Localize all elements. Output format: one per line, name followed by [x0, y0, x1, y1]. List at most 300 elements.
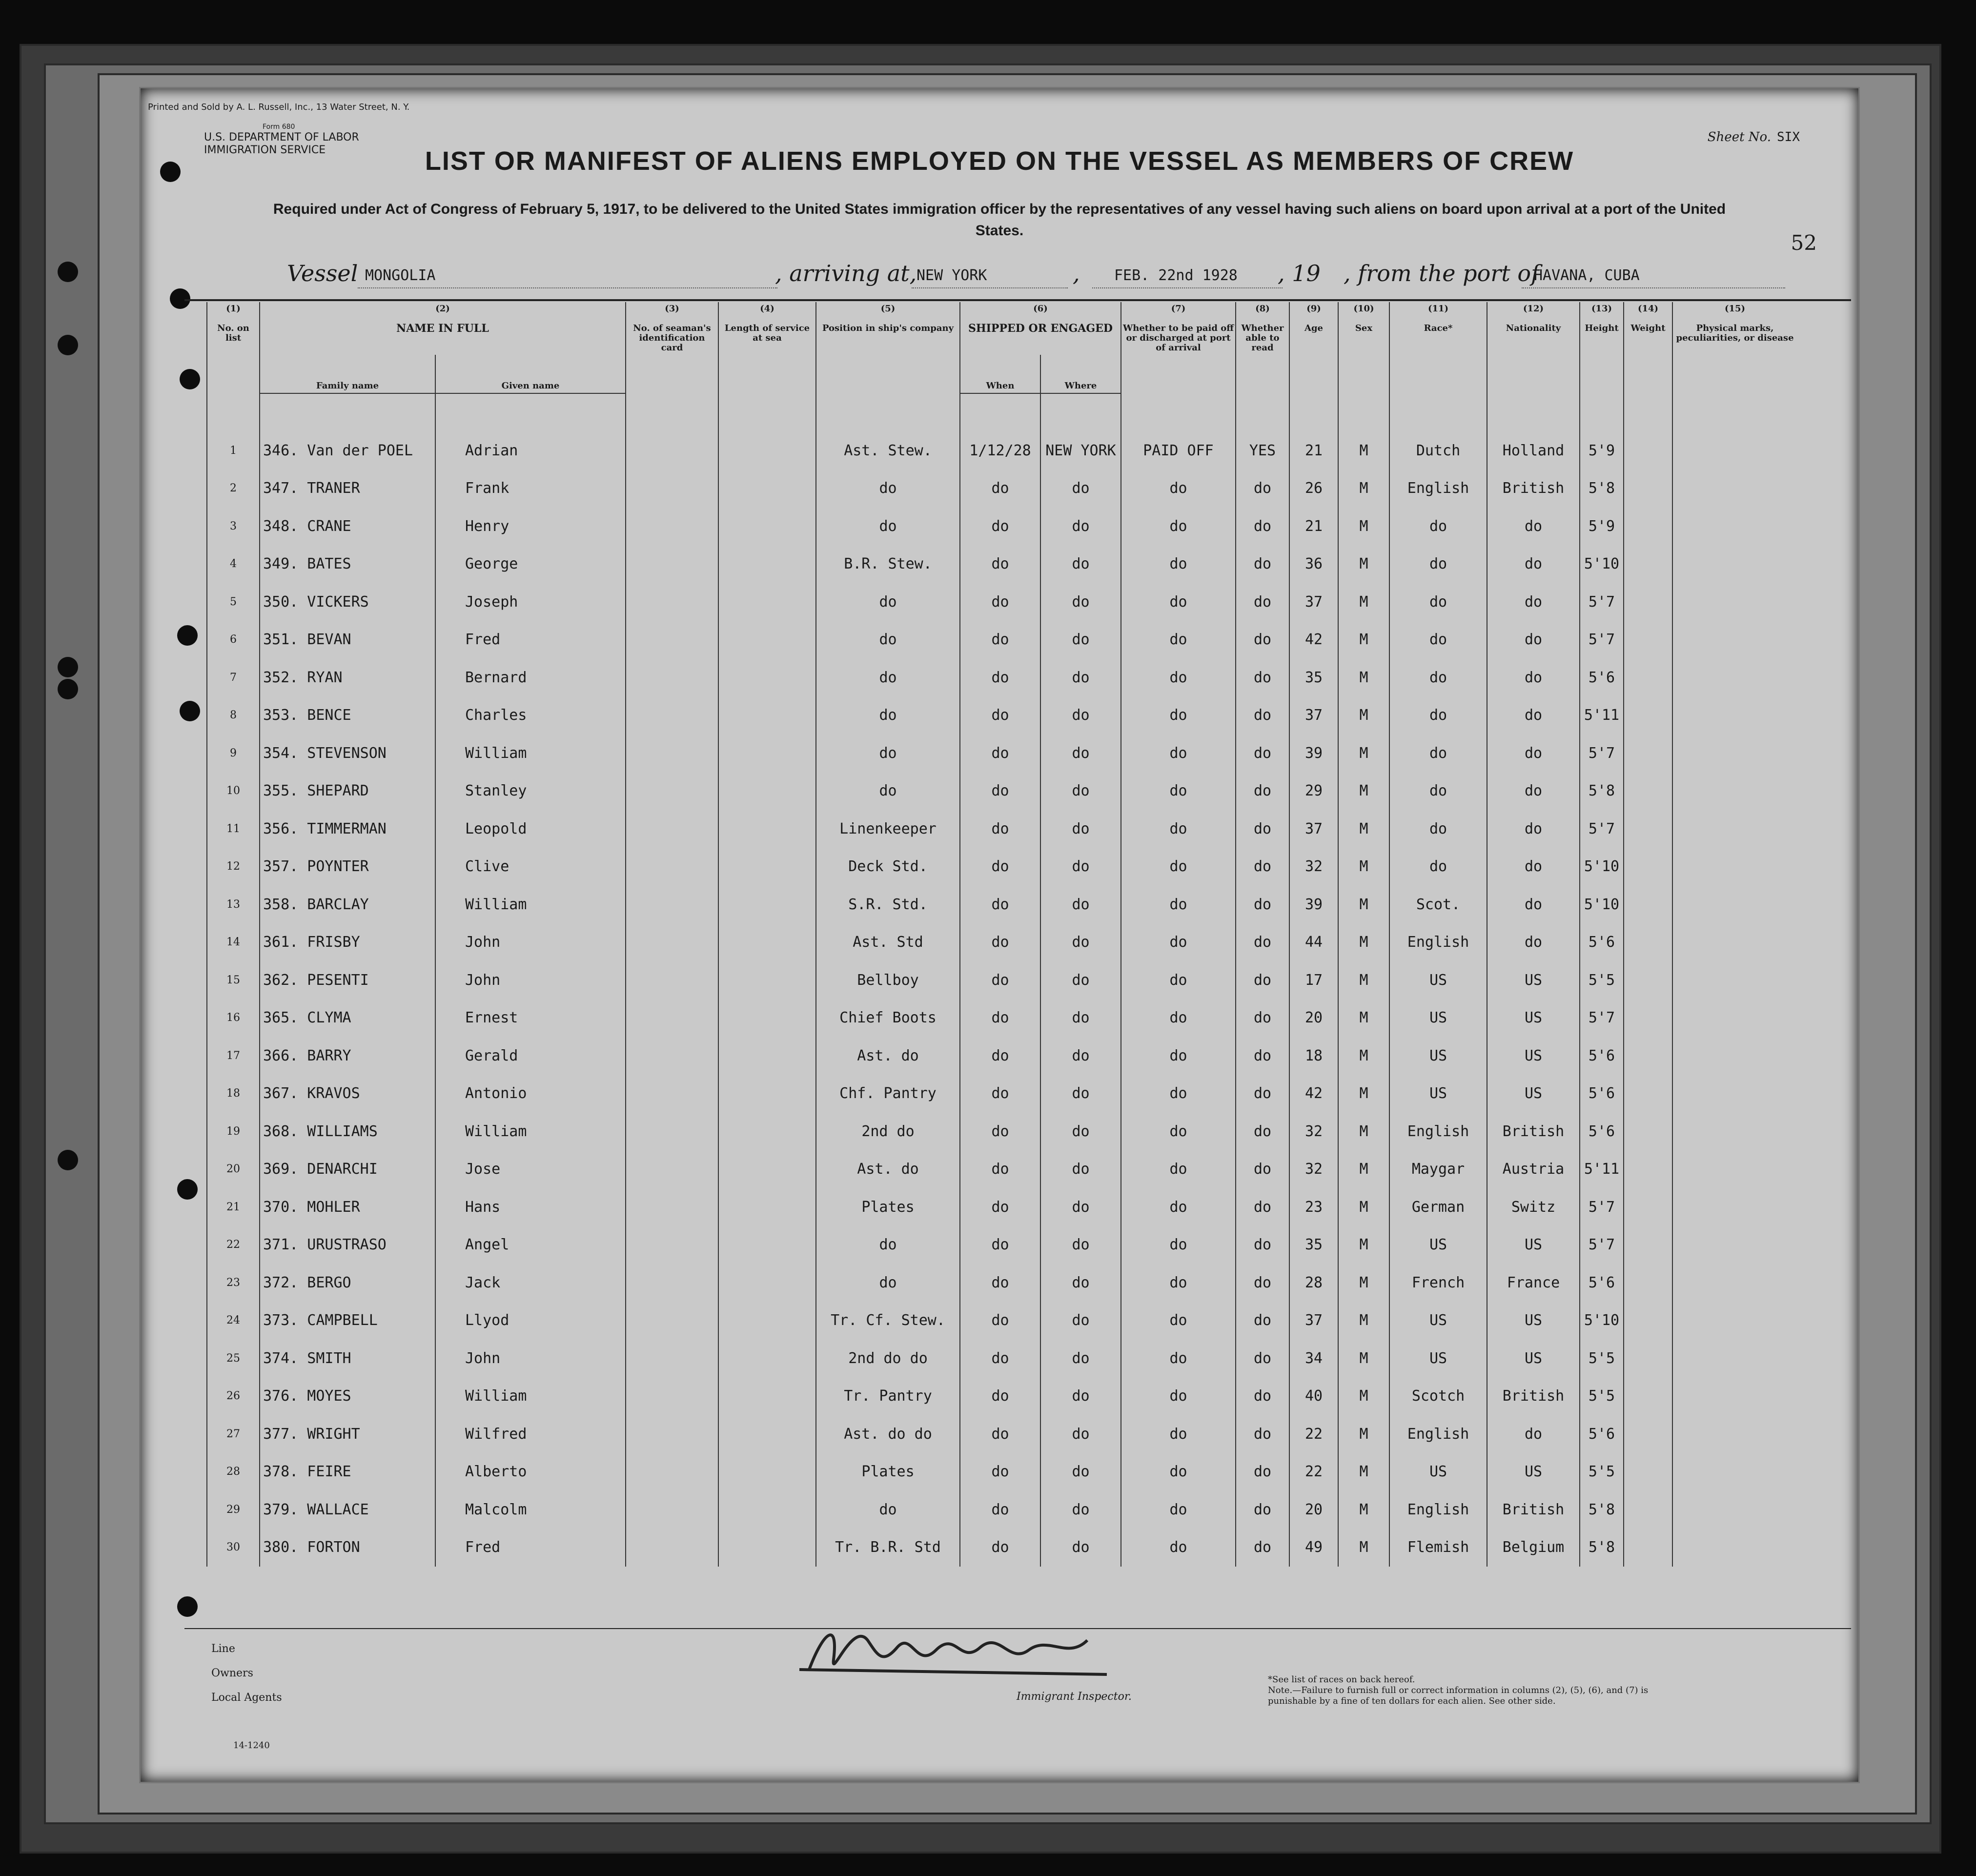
cell-id-card — [626, 621, 718, 659]
cell-given-name: Angel — [435, 1226, 626, 1264]
service-name: IMMIGRATION SERVICE — [204, 144, 326, 156]
cell-weight — [1624, 886, 1672, 924]
cell-nationality: do — [1487, 545, 1580, 583]
cell-position: S.R. Std. — [816, 886, 960, 924]
col-num-4: (4) — [718, 302, 816, 322]
cell-family-name: 368. WILLIAMS — [260, 1113, 435, 1151]
cell-sex: M — [1338, 1340, 1389, 1378]
cell-nationality: US — [1487, 999, 1580, 1037]
cell-race: Maygar — [1389, 1150, 1487, 1188]
cell-shipped-when: do — [960, 1529, 1040, 1567]
cell-shipped-where: do — [1040, 1529, 1121, 1567]
cell-nationality: do — [1487, 886, 1580, 924]
cell-shipped-where: do — [1040, 1264, 1121, 1302]
cell-shipped-when: do — [960, 659, 1040, 697]
cell-physical-marks — [1672, 545, 1797, 583]
page-number: 52 — [1791, 231, 1817, 255]
cell-shipped-where: do — [1040, 1377, 1121, 1415]
cell-sex: M — [1338, 848, 1389, 886]
cell-height: 5'6 — [1580, 1075, 1624, 1113]
cell-family-name: 358. BARCLAY — [260, 886, 435, 924]
cell-height: 5'8 — [1580, 469, 1624, 508]
cell-family-name: 379. WALLACE — [260, 1491, 435, 1529]
col-num-6: (6) — [960, 302, 1121, 322]
cell-paid-off: do — [1121, 961, 1236, 999]
cell-shipped-when: do — [960, 1453, 1040, 1491]
cell-race: US — [1389, 999, 1487, 1037]
table-row — [207, 1226, 1797, 1264]
cell-nationality: British — [1487, 1491, 1580, 1529]
cell-family-name: 365. CLYMA — [260, 999, 435, 1037]
cell-given-name: Frank — [435, 469, 626, 508]
cell-paid-off: do — [1121, 1491, 1236, 1529]
cell-length-service — [718, 999, 816, 1037]
cell-id-card — [626, 696, 718, 734]
cell-age: 49 — [1289, 1529, 1338, 1567]
cell-sex: M — [1338, 1188, 1389, 1226]
sheet-number-label: Sheet No. — [1707, 130, 1772, 144]
cell-height: 5'11 — [1580, 696, 1624, 734]
cell-given-name: John — [435, 1340, 626, 1378]
punch-hole — [177, 625, 198, 646]
cell-row-number: 9 — [207, 734, 260, 773]
cell-length-service — [718, 1113, 816, 1151]
cell-length-service — [718, 1529, 816, 1567]
cell-shipped-where: do — [1040, 621, 1121, 659]
cell-row-number: 7 — [207, 659, 260, 697]
cell-physical-marks — [1672, 1226, 1797, 1264]
cell-family-name: 356. TIMMERMAN — [260, 810, 435, 848]
table-row — [207, 1415, 1797, 1453]
cell-shipped-when: do — [960, 1188, 1040, 1226]
cell-race: do — [1389, 659, 1487, 697]
cell-given-name: Alberto — [435, 1453, 626, 1491]
cell-paid-off: do — [1121, 1377, 1236, 1415]
cell-given-name: Ernest — [435, 999, 626, 1037]
cell-given-name: Fred — [435, 621, 626, 659]
cell-row-number: 13 — [207, 886, 260, 924]
cell-race: English — [1389, 1491, 1487, 1529]
cell-sex: M — [1338, 999, 1389, 1037]
cell-height: 5'7 — [1580, 734, 1624, 773]
table-row — [207, 1529, 1797, 1567]
table-row — [207, 848, 1797, 886]
cell-shipped-when: do — [960, 772, 1040, 810]
cell-length-service — [718, 545, 816, 583]
cell-row-number: 18 — [207, 1075, 260, 1113]
punch-hole — [177, 1179, 198, 1200]
cell-family-name: 374. SMITH — [260, 1340, 435, 1378]
table-row — [207, 772, 1797, 810]
cell-race: English — [1389, 1415, 1487, 1453]
cell-physical-marks — [1672, 1491, 1797, 1529]
arrival-date: FEB. 22nd 1928 — [1114, 267, 1238, 284]
cell-height: 5'5 — [1580, 1340, 1624, 1378]
cell-race: US — [1389, 961, 1487, 999]
table-row — [207, 621, 1797, 659]
cell-age: 42 — [1289, 1075, 1338, 1113]
cell-physical-marks — [1672, 1037, 1797, 1075]
cell-shipped-when: do — [960, 848, 1040, 886]
cell-family-name: 350. VICKERS — [260, 583, 435, 621]
cell-length-service — [718, 1264, 816, 1302]
cell-shipped-where: do — [1040, 659, 1121, 697]
cell-weight — [1624, 659, 1672, 697]
table-row — [207, 961, 1797, 999]
cell-shipped-when: do — [960, 1377, 1040, 1415]
col-num-12: (12) — [1487, 302, 1580, 322]
cell-able-read: do — [1236, 545, 1289, 583]
cell-sex: M — [1338, 1377, 1389, 1415]
cell-position: Plates — [816, 1188, 960, 1226]
table-row — [207, 1113, 1797, 1151]
cell-age: 21 — [1289, 508, 1338, 546]
cell-age: 22 — [1289, 1415, 1338, 1453]
cell-paid-off: do — [1121, 583, 1236, 621]
cell-row-number: 26 — [207, 1377, 260, 1415]
cell-family-name: 377. WRIGHT — [260, 1415, 435, 1453]
from-port-label: , from the port of — [1344, 260, 1540, 286]
cell-able-read: do — [1236, 1113, 1289, 1151]
cell-physical-marks — [1672, 772, 1797, 810]
cell-row-number: 28 — [207, 1453, 260, 1491]
punch-hole — [58, 335, 78, 355]
cell-age: 37 — [1289, 1302, 1338, 1340]
cell-physical-marks — [1672, 469, 1797, 508]
cell-paid-off: do — [1121, 848, 1236, 886]
cell-given-name: Wilfred — [435, 1415, 626, 1453]
cell-family-name: 353. BENCE — [260, 696, 435, 734]
col-num-13: (13) — [1580, 302, 1624, 322]
cell-age: 32 — [1289, 1150, 1338, 1188]
cell-row-number: 23 — [207, 1264, 260, 1302]
cell-able-read: do — [1236, 1491, 1289, 1529]
cell-shipped-where: do — [1040, 923, 1121, 961]
header-family-name: Family name — [260, 355, 435, 393]
cell-weight — [1624, 961, 1672, 999]
cell-shipped-where: do — [1040, 1491, 1121, 1529]
cell-family-name: 372. BERGO — [260, 1264, 435, 1302]
cell-height: 5'7 — [1580, 583, 1624, 621]
cell-nationality: do — [1487, 1415, 1580, 1453]
cell-position: do — [816, 1226, 960, 1264]
cell-sex: M — [1338, 621, 1389, 659]
cell-family-name: 357. POYNTER — [260, 848, 435, 886]
cell-shipped-when: do — [960, 469, 1040, 508]
cell-nationality: Switz — [1487, 1188, 1580, 1226]
cell-age: 26 — [1289, 469, 1338, 508]
cell-shipped-when: do — [960, 545, 1040, 583]
cell-sex: M — [1338, 961, 1389, 999]
cell-height: 5'8 — [1580, 1491, 1624, 1529]
cell-position: do — [816, 621, 960, 659]
cell-race: do — [1389, 621, 1487, 659]
col-num-3: (3) — [626, 302, 718, 322]
cell-shipped-where: do — [1040, 583, 1121, 621]
cell-position: Ast. do — [816, 1150, 960, 1188]
cell-shipped-where: do — [1040, 1226, 1121, 1264]
table-row — [207, 886, 1797, 924]
cell-length-service — [718, 583, 816, 621]
cell-position: Plates — [816, 1453, 960, 1491]
cell-race: do — [1389, 734, 1487, 773]
cell-given-name: Adrian — [435, 432, 626, 470]
cell-row-number: 29 — [207, 1491, 260, 1529]
cell-age: 17 — [1289, 961, 1338, 999]
cell-height: 5'5 — [1580, 961, 1624, 999]
vessel-label: Vessel — [287, 260, 358, 286]
cell-age: 37 — [1289, 583, 1338, 621]
cell-height: 5'8 — [1580, 1529, 1624, 1567]
header-able-read: Whether able to read — [1236, 322, 1289, 393]
cell-paid-off: do — [1121, 1037, 1236, 1075]
form-number: Form 680 — [263, 123, 295, 131]
footnote — [1268, 1674, 1697, 1707]
cell-physical-marks — [1672, 1113, 1797, 1151]
cell-given-name: Charles — [435, 696, 626, 734]
cell-paid-off: do — [1121, 508, 1236, 546]
cell-physical-marks — [1672, 621, 1797, 659]
sheet-number — [1708, 130, 1800, 144]
col-num-14: (14) — [1624, 302, 1672, 322]
cell-row-number: 14 — [207, 923, 260, 961]
cell-weight — [1624, 999, 1672, 1037]
cell-length-service — [718, 734, 816, 773]
cell-position: Linenkeeper — [816, 810, 960, 848]
header-nationality: Nationality — [1487, 322, 1580, 393]
cell-weight — [1624, 1037, 1672, 1075]
table-row — [207, 432, 1797, 470]
punch-hole — [180, 701, 200, 721]
cell-weight — [1624, 1340, 1672, 1378]
cell-family-name: 376. MOYES — [260, 1377, 435, 1415]
cell-shipped-when: do — [960, 734, 1040, 773]
cell-shipped-where: do — [1040, 886, 1121, 924]
cell-position: Chf. Pantry — [816, 1075, 960, 1113]
cell-age: 20 — [1289, 999, 1338, 1037]
header-rule — [184, 299, 1851, 301]
punch-hole — [58, 679, 78, 699]
cell-race: Scotch — [1389, 1377, 1487, 1415]
footer-line-label: Line — [211, 1643, 235, 1655]
cell-age: 23 — [1289, 1188, 1338, 1226]
cell-given-name: Jack — [435, 1264, 626, 1302]
cell-able-read: do — [1236, 659, 1289, 697]
cell-paid-off: do — [1121, 1113, 1236, 1151]
cell-family-name: 371. URUSTRASO — [260, 1226, 435, 1264]
cell-length-service — [718, 848, 816, 886]
table-row — [207, 923, 1797, 961]
cell-nationality: British — [1487, 1377, 1580, 1415]
cell-age: 22 — [1289, 1453, 1338, 1491]
cell-weight — [1624, 696, 1672, 734]
cell-physical-marks — [1672, 508, 1797, 546]
cell-able-read: do — [1236, 1075, 1289, 1113]
cell-nationality: do — [1487, 583, 1580, 621]
cell-family-name: 366. BARRY — [260, 1037, 435, 1075]
cell-weight — [1624, 1150, 1672, 1188]
cell-paid-off: do — [1121, 1150, 1236, 1188]
cell-race: do — [1389, 772, 1487, 810]
cell-given-name: John — [435, 961, 626, 999]
cell-position: Bellboy — [816, 961, 960, 999]
cell-nationality: do — [1487, 923, 1580, 961]
cell-row-number: 15 — [207, 961, 260, 999]
table-row — [207, 1150, 1797, 1188]
cell-age: 37 — [1289, 696, 1338, 734]
cell-given-name: Llyod — [435, 1302, 626, 1340]
cell-shipped-when: do — [960, 1150, 1040, 1188]
cell-sex: M — [1338, 1415, 1389, 1453]
cell-sex: M — [1338, 1075, 1389, 1113]
header-where: Where — [1040, 355, 1121, 393]
cell-given-name: John — [435, 923, 626, 961]
cell-race: do — [1389, 810, 1487, 848]
cell-sex: M — [1338, 508, 1389, 546]
punch-hole — [58, 262, 78, 282]
cell-shipped-when: do — [960, 583, 1040, 621]
cell-height: 5'7 — [1580, 1226, 1624, 1264]
cell-race: do — [1389, 848, 1487, 886]
cell-id-card — [626, 1037, 718, 1075]
cell-id-card — [626, 1415, 718, 1453]
cell-nationality: US — [1487, 1453, 1580, 1491]
cell-id-card — [626, 961, 718, 999]
cell-sex: M — [1338, 583, 1389, 621]
cell-id-card — [626, 886, 718, 924]
cell-height: 5'10 — [1580, 545, 1624, 583]
cell-race: do — [1389, 508, 1487, 546]
cell-race: do — [1389, 583, 1487, 621]
cell-id-card — [626, 1113, 718, 1151]
col-num-8: (8) — [1236, 302, 1289, 322]
cell-physical-marks — [1672, 1529, 1797, 1567]
printer-credit: Printed and Sold by A. L. Russell, Inc., 13 Water Street, N. Y. — [148, 102, 410, 112]
cell-shipped-when: do — [960, 961, 1040, 999]
cell-shipped-when: do — [960, 1302, 1040, 1340]
cell-shipped-where: do — [1040, 1453, 1121, 1491]
cell-age: 21 — [1289, 432, 1338, 470]
cell-age: 18 — [1289, 1037, 1338, 1075]
cell-sex: M — [1338, 1150, 1389, 1188]
cell-length-service — [718, 923, 816, 961]
cell-race: French — [1389, 1264, 1487, 1302]
cell-race: US — [1389, 1340, 1487, 1378]
cell-height: 5'9 — [1580, 508, 1624, 546]
cell-length-service — [718, 659, 816, 697]
cell-weight — [1624, 621, 1672, 659]
table-row — [207, 1340, 1797, 1378]
document-title: LIST OR MANIFEST OF ALIENS EMPLOYED ON THE VESSEL AS MEMBERS OF CREW — [425, 146, 1574, 176]
cell-shipped-when: do — [960, 1264, 1040, 1302]
cell-able-read: do — [1236, 923, 1289, 961]
cell-physical-marks — [1672, 1150, 1797, 1188]
cell-id-card — [626, 1150, 718, 1188]
cell-race: US — [1389, 1037, 1487, 1075]
cell-able-read: do — [1236, 1037, 1289, 1075]
cell-position: do — [816, 583, 960, 621]
cell-height: 5'6 — [1580, 659, 1624, 697]
cell-position: do — [816, 1264, 960, 1302]
cell-weight — [1624, 1188, 1672, 1226]
col-num-11: (11) — [1389, 302, 1487, 322]
cell-position: Tr. Pantry — [816, 1377, 960, 1415]
cell-row-number: 8 — [207, 696, 260, 734]
cell-given-name: William — [435, 1113, 626, 1151]
table-row — [207, 1302, 1797, 1340]
cell-given-name: Clive — [435, 848, 626, 886]
cell-family-name: 354. STEVENSON — [260, 734, 435, 773]
cell-nationality: do — [1487, 848, 1580, 886]
cell-paid-off: do — [1121, 923, 1236, 961]
cell-given-name: Leopold — [435, 810, 626, 848]
document-subtitle: Required under Act of Congress of February 5, 1917, to be delivered to the United States immigration officer by the representatives of any vessel having such aliens on board upon arrival at a port of the United States. — [273, 201, 1726, 239]
cell-length-service — [718, 961, 816, 999]
cell-race: English — [1389, 469, 1487, 508]
cell-shipped-where: do — [1040, 1415, 1121, 1453]
cell-age: 42 — [1289, 621, 1338, 659]
cell-position: do — [816, 508, 960, 546]
crew-manifest-table — [206, 302, 1797, 1567]
cell-given-name: Malcolm — [435, 1491, 626, 1529]
table-row — [207, 1453, 1797, 1491]
cell-physical-marks — [1672, 1340, 1797, 1378]
crew-rows — [207, 393, 1797, 1567]
cell-able-read: do — [1236, 1226, 1289, 1264]
cell-nationality: US — [1487, 1302, 1580, 1340]
cell-id-card — [626, 848, 718, 886]
cell-shipped-when: do — [960, 1075, 1040, 1113]
table-row — [207, 1377, 1797, 1415]
cell-length-service — [718, 508, 816, 546]
punch-hole — [58, 657, 78, 677]
cell-weight — [1624, 469, 1672, 508]
cell-nationality: do — [1487, 659, 1580, 697]
cell-paid-off: do — [1121, 545, 1236, 583]
cell-shipped-where: do — [1040, 1302, 1121, 1340]
cell-sex: M — [1338, 1037, 1389, 1075]
cell-shipped-when: do — [960, 621, 1040, 659]
cell-age: 39 — [1289, 886, 1338, 924]
cell-row-number: 5 — [207, 583, 260, 621]
cell-row-number: 21 — [207, 1188, 260, 1226]
cell-position: do — [816, 469, 960, 508]
cell-family-name: 373. CAMPBELL — [260, 1302, 435, 1340]
cell-given-name: Joseph — [435, 583, 626, 621]
cell-height: 5'6 — [1580, 1415, 1624, 1453]
cell-weight — [1624, 1491, 1672, 1529]
footnote-penalty: Note.—Failure to furnish full or correct information in columns (2), (5), (6), and (7) is punishable by a fine of ten dollars for each alien. See other side. — [1268, 1685, 1649, 1706]
cell-weight — [1624, 432, 1672, 470]
cell-paid-off: do — [1121, 1340, 1236, 1378]
cell-position: Ast. do — [816, 1037, 960, 1075]
cell-race: US — [1389, 1302, 1487, 1340]
cell-position: Ast. do do — [816, 1415, 960, 1453]
cell-row-number: 12 — [207, 848, 260, 886]
cell-height: 5'6 — [1580, 1113, 1624, 1151]
cell-able-read: do — [1236, 1340, 1289, 1378]
cell-row-number: 4 — [207, 545, 260, 583]
cell-length-service — [718, 886, 816, 924]
cell-physical-marks — [1672, 1453, 1797, 1491]
cell-shipped-where: do — [1040, 696, 1121, 734]
cell-position: 2nd do do — [816, 1340, 960, 1378]
cell-length-service — [718, 772, 816, 810]
cell-paid-off: do — [1121, 1529, 1236, 1567]
table-row — [207, 810, 1797, 848]
cell-given-name: William — [435, 1377, 626, 1415]
cell-age: 35 — [1289, 659, 1338, 697]
